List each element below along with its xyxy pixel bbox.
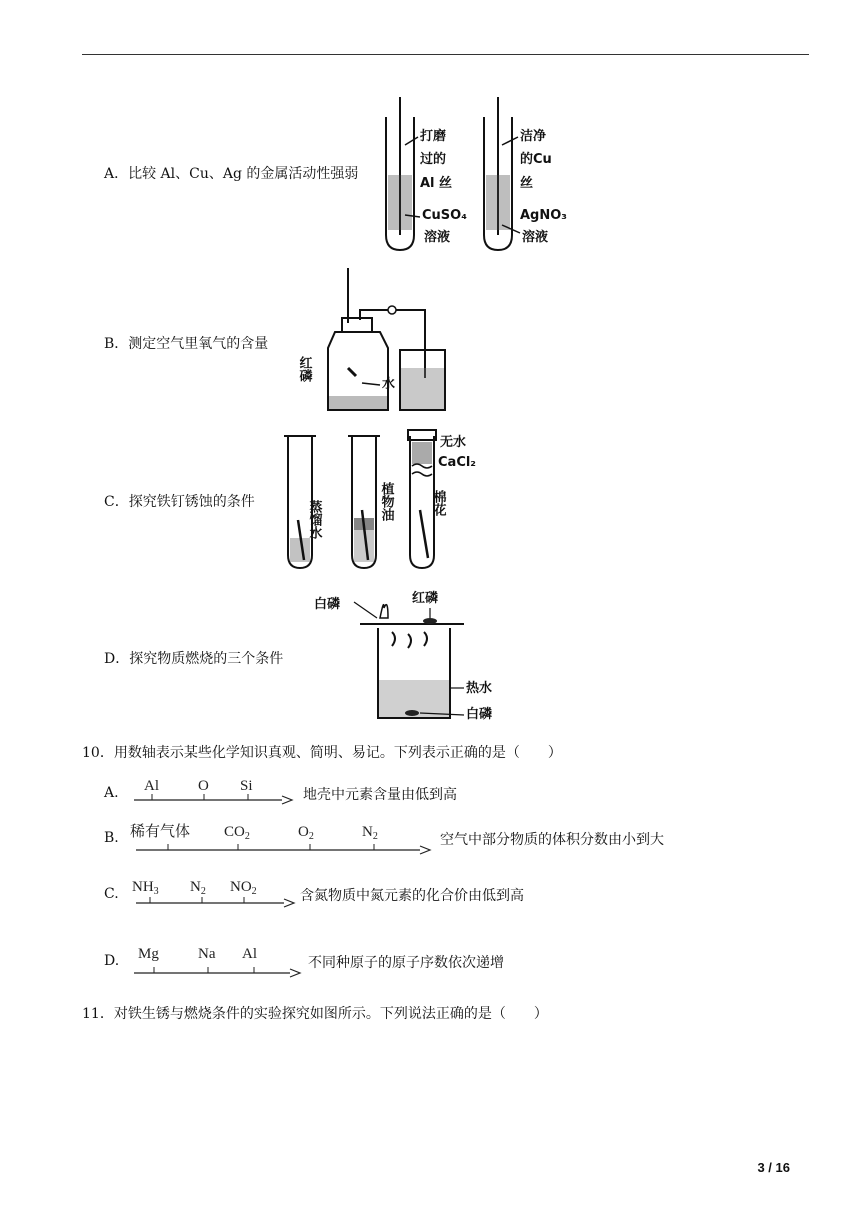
- svg-text:的Cu: 的Cu: [520, 152, 552, 167]
- q10-c-desc: 含氮物质中氮元素的化合价由低到高: [300, 888, 524, 904]
- tick-label: NH: [132, 879, 154, 895]
- figure-combustion: [312, 588, 512, 723]
- tick-label: Si: [240, 778, 253, 794]
- fig-b-red-text: 红磷: [296, 356, 312, 382]
- svg-text:溶液: 溶液: [522, 230, 549, 245]
- fig-d-white-top: 白磷: [314, 597, 341, 612]
- tick-label: Na: [198, 946, 216, 962]
- q10-a-desc: 地壳中元素含量由低到高: [303, 787, 457, 803]
- svg-text:N2: $N_2$: [190, 879, 206, 897]
- svg-text:AgNO₃: AgNO₃: [520, 208, 567, 223]
- q10-c-axis: [130, 873, 300, 909]
- svg-text:溶液: 溶液: [424, 230, 451, 245]
- svg-text:N2: $N_2$: [362, 824, 378, 842]
- svg-text:洁净: 洁净: [520, 129, 547, 144]
- svg-text:O2: $O_2$: [298, 824, 314, 842]
- option-c-label: C．探究铁钉锈蚀的条件: [104, 494, 255, 510]
- page-number: 3 / 16: [757, 1160, 790, 1175]
- svg-text:NH3: $NH_3$: [132, 879, 159, 897]
- q10-b-letter: B.: [104, 830, 119, 846]
- svg-text:棉花: 棉花: [430, 490, 446, 516]
- svg-text:红磷: 红磷: [412, 591, 439, 606]
- tick-label: CO: [224, 824, 245, 840]
- svg-text:CaCl₂: CaCl₂: [438, 455, 477, 470]
- figure-metal-activity: [380, 95, 595, 255]
- figure-oxygen-content: [296, 268, 470, 418]
- tick-label: NO: [230, 879, 252, 895]
- fig-c-distilled-text: 蒸馏水: [306, 500, 322, 539]
- svg-text:热水: 热水: [466, 681, 493, 696]
- svg-text:Al 丝: Al 丝: [420, 176, 453, 191]
- svg-text:CO2: $CO_2$: [224, 824, 250, 842]
- tick-label: Al: [242, 946, 257, 962]
- q10-c-letter: C.: [104, 886, 119, 902]
- q10-b-desc: 空气中部分物质的体积分数由小到大: [440, 832, 664, 848]
- tick-label: N: [190, 879, 201, 895]
- tick-label: Al: [144, 778, 159, 794]
- q10-a-letter: A.: [104, 785, 119, 801]
- fig-a-text: 打磨: [420, 129, 447, 144]
- q10-d-desc: 不同种原子的原子序数依次递增: [308, 955, 504, 971]
- option-a-label: A．比较 Al、Cu、Ag 的金属活动性强弱: [104, 166, 359, 182]
- svg-text:CuSO₄: CuSO₄: [422, 208, 467, 223]
- q10-d-letter: D.: [104, 953, 120, 969]
- header-rule: [82, 54, 809, 55]
- svg-text:丝: 丝: [520, 176, 534, 191]
- q10-a-axis: [134, 772, 299, 808]
- tick-label: O: [198, 778, 209, 794]
- svg-text:过的: 过的: [420, 152, 447, 167]
- svg-text:无水: 无水: [440, 435, 467, 450]
- figure-iron-rust: [282, 430, 492, 575]
- q10-d-axis: [134, 940, 304, 980]
- option-b-label: B．测定空气里氧气的含量: [104, 336, 269, 352]
- option-d-label: D．探究物质燃烧的三个条件: [104, 651, 284, 667]
- svg-text:植物油: 植物油: [378, 482, 394, 521]
- tick-label: O: [298, 824, 309, 840]
- question-11-stem: 11．对铁生锈与燃烧条件的实验探究如图所示。下列说法正确的是（ ）: [82, 1006, 548, 1022]
- svg-text:NO2: $NO_2$: [230, 879, 257, 897]
- tick-label: Mg: [138, 946, 159, 962]
- question-10-stem: 10．用数轴表示某些化学知识真观、简明、易记。下列表示正确的是（ ）: [82, 745, 562, 761]
- tick-label: N: [362, 824, 373, 840]
- q10-b-axis: [128, 818, 438, 858]
- svg-text:水: 水: [382, 377, 396, 392]
- tick-label: 稀有气体: [130, 824, 191, 840]
- svg-text:白磷: 白磷: [466, 707, 493, 722]
